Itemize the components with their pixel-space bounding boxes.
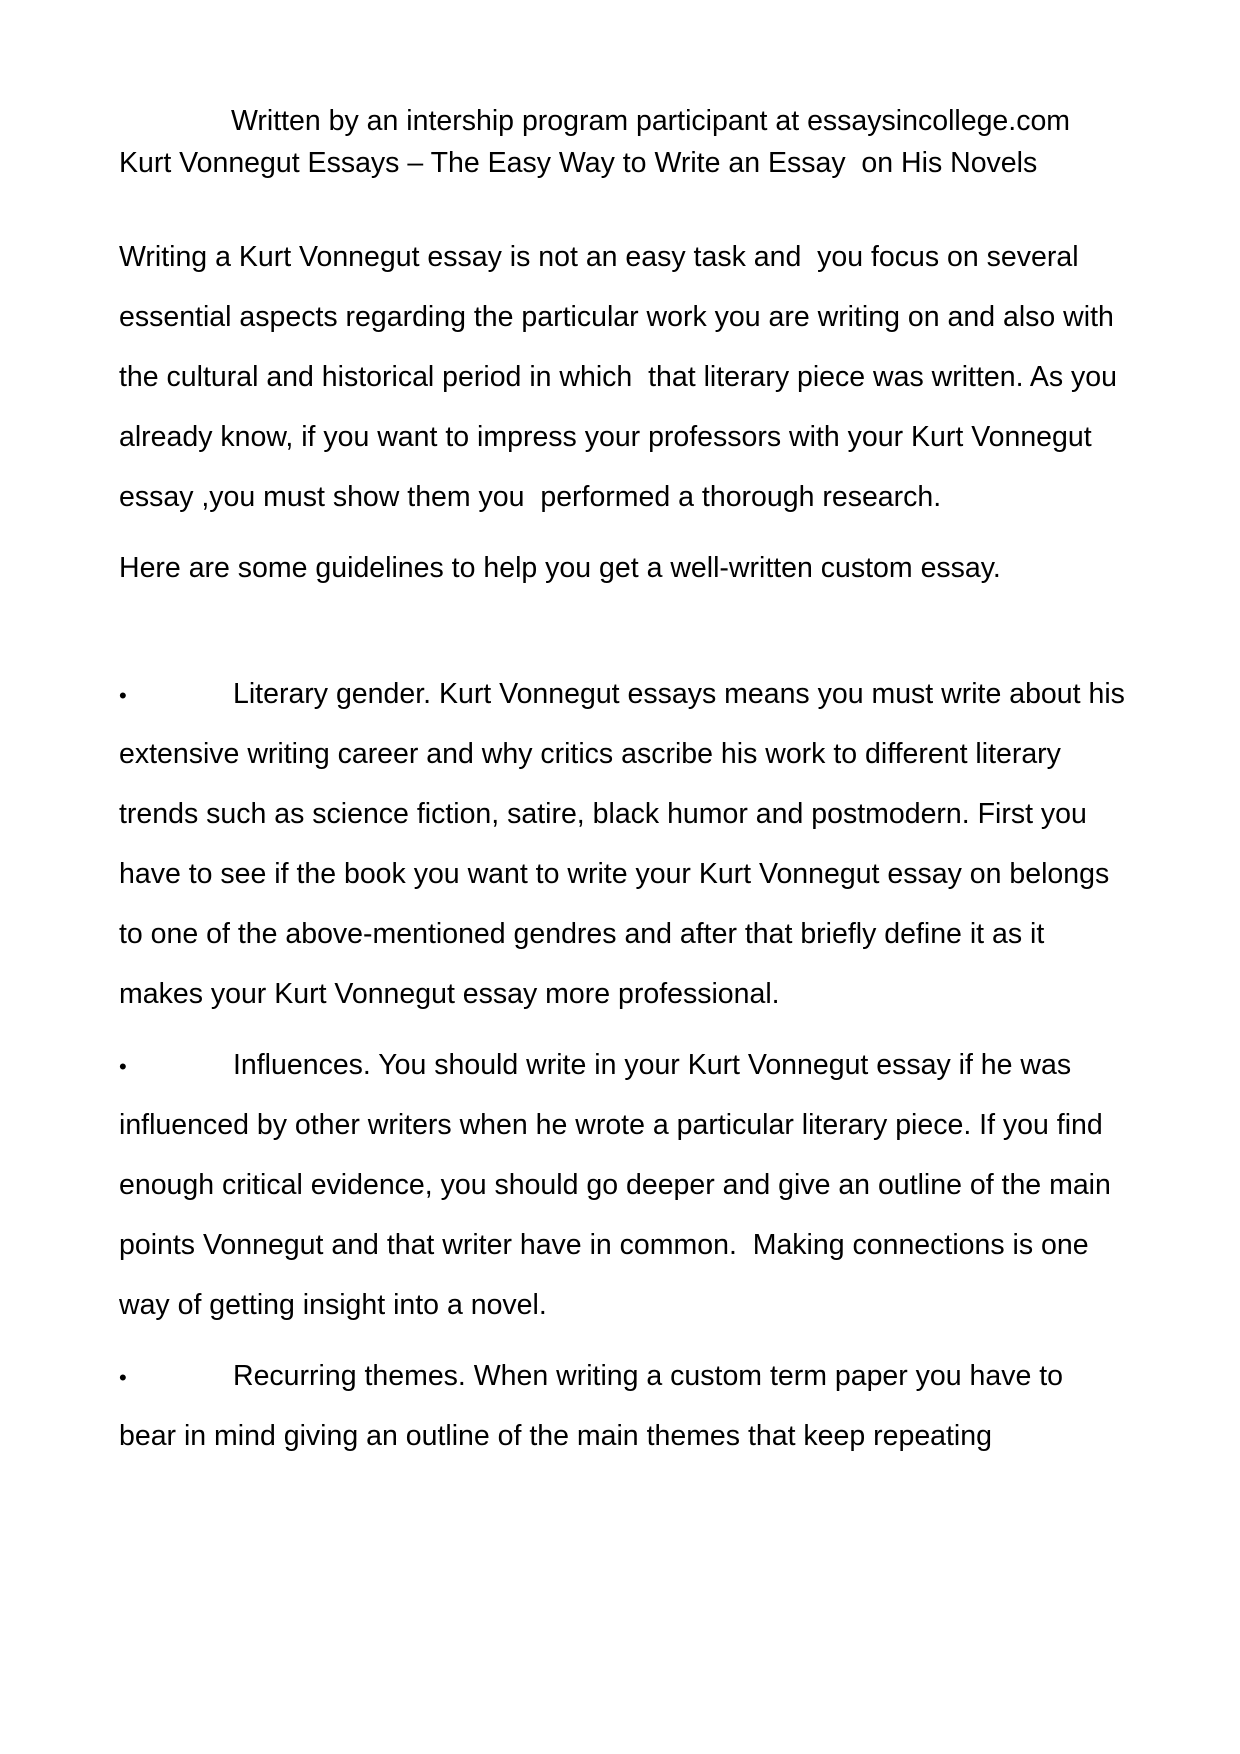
guidelines-intro: Here are some guidelines to help you get a well-written custom essay. bbox=[119, 552, 1001, 584]
bullet-2-line: enough critical evidence, you should go deeper and give an outline of the main bbox=[119, 1169, 1111, 1201]
bullet-1-line: makes your Kurt Vonnegut essay more professional. bbox=[119, 978, 780, 1010]
attribution-line: Written by an intership program participant at essaysincollege.com bbox=[231, 105, 1071, 137]
bullet-2-marker: • bbox=[119, 1054, 127, 1079]
bullet-1-marker: • bbox=[119, 683, 127, 708]
intro-line-2: essential aspects regarding the particular work you are writing on and also with bbox=[119, 301, 1114, 333]
bullet-1-first-line: Literary gender. Kurt Vonnegut essays means you must write about his bbox=[233, 678, 1125, 710]
bullet-3-marker: • bbox=[119, 1365, 127, 1390]
bullet-1-line: extensive writing career and why critics ascribe his work to different literary bbox=[119, 738, 1061, 770]
bullet-3-first-line: Recurring themes. When writing a custom term paper you have to bbox=[233, 1360, 1064, 1392]
intro-line-4: already know, if you want to impress your professors with your Kurt Vonnegut bbox=[119, 421, 1092, 453]
bullet-2-first-line: Influences. You should write in your Kurt Vonnegut essay if he was bbox=[233, 1049, 1072, 1081]
document-title: Kurt Vonnegut Essays – The Easy Way to Write an Essay on His Novels bbox=[119, 147, 1038, 179]
intro-line-1: Writing a Kurt Vonnegut essay is not an easy task and you focus on several bbox=[119, 241, 1079, 273]
bullet-2-line: influenced by other writers when he wrote a particular literary piece. If you find bbox=[119, 1109, 1103, 1141]
intro-line-5: essay ,you must show them you performed a thorough research. bbox=[119, 481, 942, 513]
intro-line-3: the cultural and historical period in which that literary piece was written. As you bbox=[119, 361, 1117, 393]
bullet-1-line: have to see if the book you want to write your Kurt Vonnegut essay on belongs bbox=[119, 858, 1110, 890]
bullet-3-line: bear in mind giving an outline of the main themes that keep repeating bbox=[119, 1420, 992, 1452]
bullet-1-line: trends such as science fiction, satire, black humor and postmodern. First you bbox=[119, 798, 1087, 830]
bullet-1-line: to one of the above-mentioned gendres and after that briefly define it as it bbox=[119, 918, 1045, 950]
bullet-2-line: way of getting insight into a novel. bbox=[119, 1289, 547, 1321]
bullet-2-line: points Vonnegut and that writer have in common. Making connections is one bbox=[119, 1229, 1089, 1261]
